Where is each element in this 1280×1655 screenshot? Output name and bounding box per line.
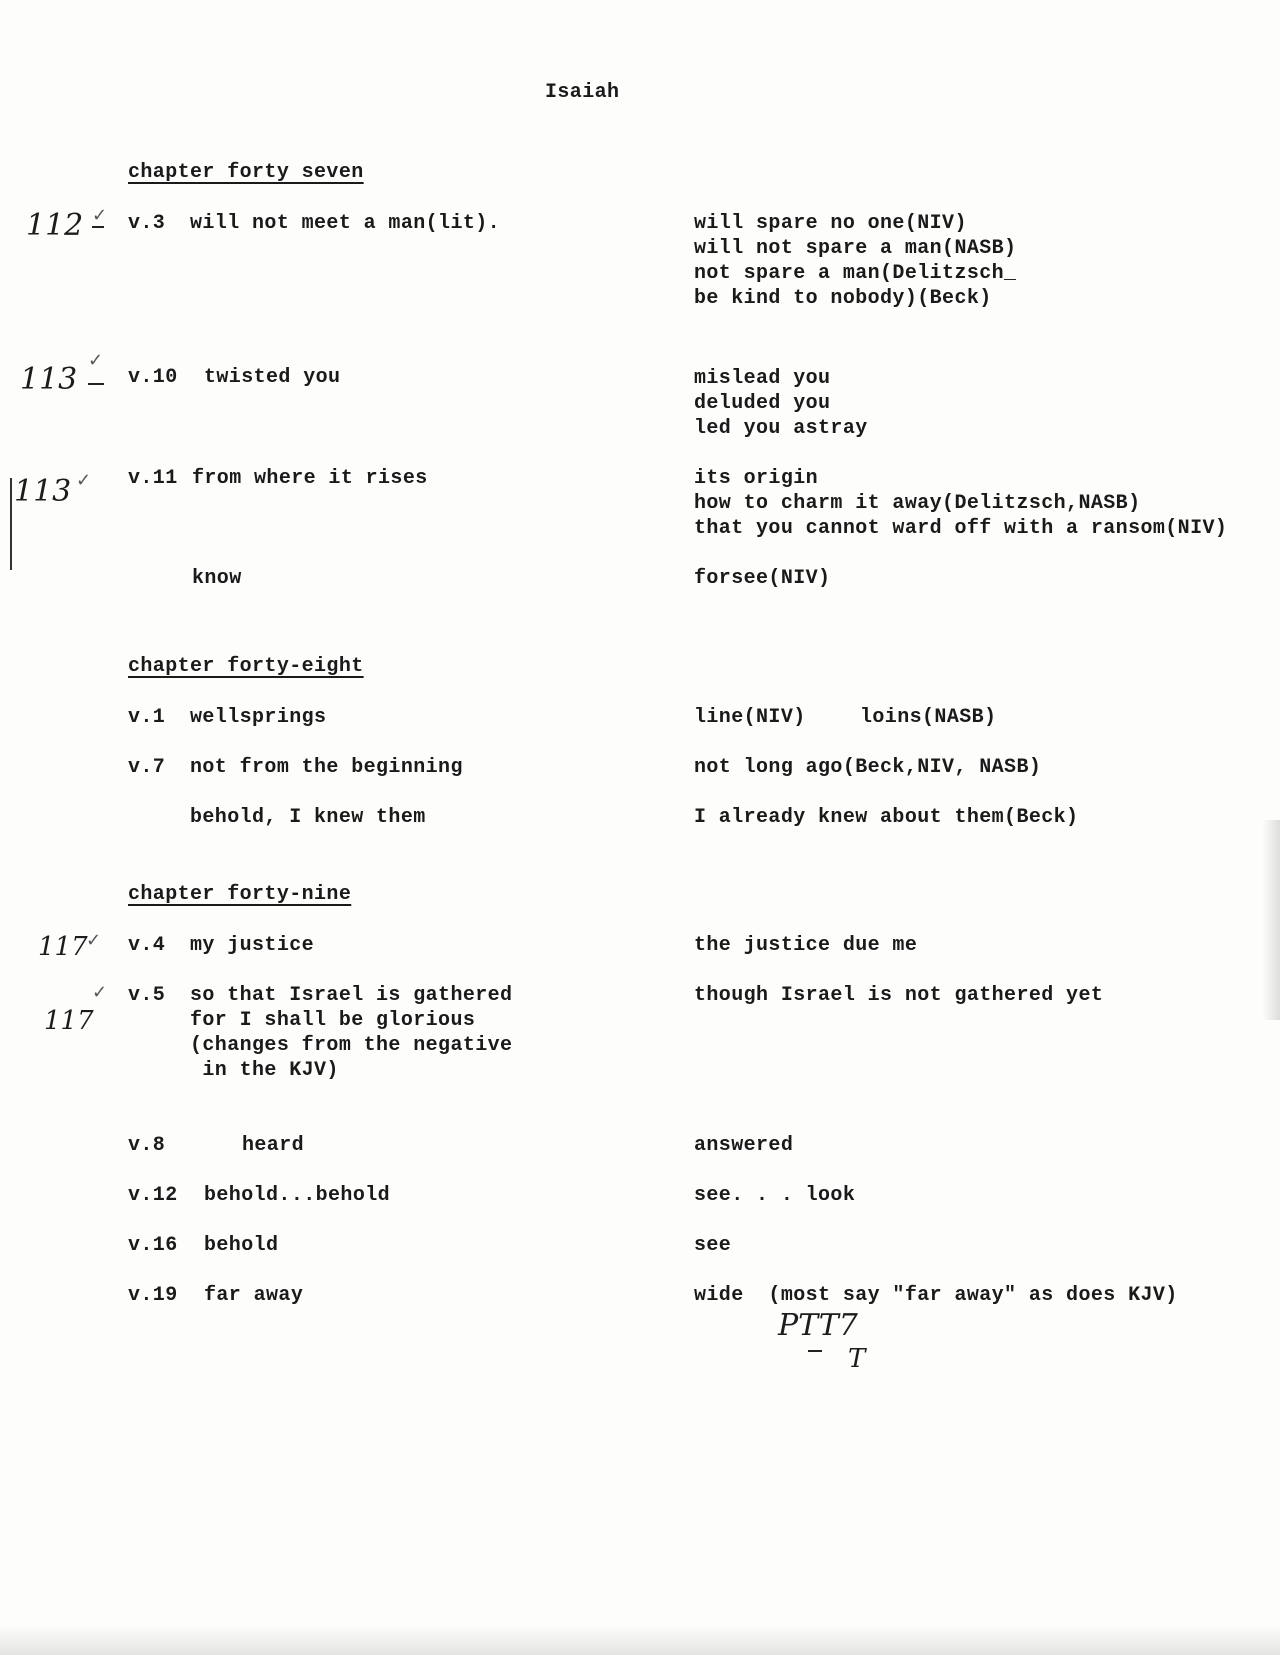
rendering: its origin <box>694 467 819 490</box>
verse-ref: v.11 <box>128 467 178 490</box>
handwritten-dash <box>808 1350 822 1352</box>
verse-ref: v.8 <box>128 1134 166 1157</box>
verse-text: so that Israel is gathered <box>190 984 513 1007</box>
rendering: led you astray <box>694 417 868 440</box>
verse-text: heard <box>242 1134 305 1157</box>
verse-ref: v.4 <box>128 934 166 957</box>
verse-text: twisted you <box>204 366 341 389</box>
rendering: line(NIV) <box>694 706 806 729</box>
verse-text: my justice <box>190 934 315 957</box>
rendering: mislead you <box>694 367 831 390</box>
verse-text: for I shall be glorious <box>190 1009 476 1032</box>
rendering: though Israel is not gathered yet <box>694 984 1104 1007</box>
page-title: Isaiah <box>545 81 620 104</box>
rendering: be kind to nobody)(Beck) <box>694 287 992 310</box>
rendering: answered <box>694 1134 794 1157</box>
verse-text: not from the beginning <box>190 756 463 779</box>
margin-bracket <box>10 478 12 570</box>
verse-ref: v.10 <box>128 366 178 389</box>
verse-ref: v.5 <box>128 984 166 1007</box>
scan-shadow <box>1262 820 1280 1020</box>
chapter-heading: chapter forty-nine <box>128 883 352 906</box>
verse-ref: v.19 <box>128 1284 178 1307</box>
handwritten-hebrew: PTT7 <box>778 1308 858 1343</box>
rendering: the justice due me <box>694 934 918 957</box>
rendering: I already knew about them(Beck) <box>694 806 1079 829</box>
margin-note: 113 <box>14 474 72 509</box>
verse-text: behold, I knew them <box>190 806 426 829</box>
check-mark-icon: ✓ <box>76 470 92 491</box>
handwritten-hebrew-sub: T <box>848 1344 866 1374</box>
check-mark-icon: ✓ <box>92 982 108 1003</box>
verse-ref: v.7 <box>128 756 166 779</box>
rendering: will not spare a man(NASB) <box>694 237 1017 260</box>
chapter-heading: chapter forty-eight <box>128 655 364 678</box>
verse-text: wellsprings <box>190 706 327 729</box>
check-mark-icon: ✓ <box>86 930 102 951</box>
verse-text: in the KJV) <box>190 1059 339 1082</box>
verse-ref: v.3 <box>128 212 166 235</box>
margin-dash <box>92 226 104 228</box>
rendering: see. . . look <box>694 1184 856 1207</box>
rendering: will spare no one(NIV) <box>694 212 967 235</box>
verse-text: will not meet a man(lit). <box>190 212 501 235</box>
rendering: deluded you <box>694 392 831 415</box>
rendering: see <box>694 1234 732 1257</box>
rendering: how to charm it away(Delitzsch,NASB) <box>694 492 1141 515</box>
check-mark-icon: ✓ <box>88 350 104 371</box>
verse-text: behold <box>204 1234 279 1257</box>
margin-note: 113 <box>20 362 78 397</box>
verse-text: from where it rises <box>192 467 428 490</box>
rendering: not spare a man(Delitzsch_ <box>694 262 1017 285</box>
verse-ref: v.12 <box>128 1184 178 1207</box>
margin-dash <box>88 383 104 385</box>
rendering: not long ago(Beck,NIV, NASB) <box>694 756 1042 779</box>
margin-note: 117 <box>44 1006 94 1036</box>
verse-ref: v.16 <box>128 1234 178 1257</box>
rendering: that you cannot ward off with a ransom(NIV) <box>694 517 1228 540</box>
margin-note: 117 <box>38 932 88 962</box>
chapter-heading: chapter forty seven <box>128 161 364 184</box>
verse-text: far away <box>204 1284 304 1307</box>
rendering: loins(NASB) <box>860 706 997 729</box>
verse-text: know <box>192 567 242 590</box>
check-mark-icon: ✓ <box>92 205 108 226</box>
verse-text: behold...behold <box>204 1184 391 1207</box>
scan-shadow <box>0 1625 1280 1655</box>
rendering: wide (most say "far away" as does KJV) <box>694 1284 1178 1307</box>
margin-note: 112 <box>26 208 84 243</box>
verse-ref: v.1 <box>128 706 166 729</box>
verse-text: (changes from the negative <box>190 1034 513 1057</box>
rendering: forsee(NIV) <box>694 567 831 590</box>
